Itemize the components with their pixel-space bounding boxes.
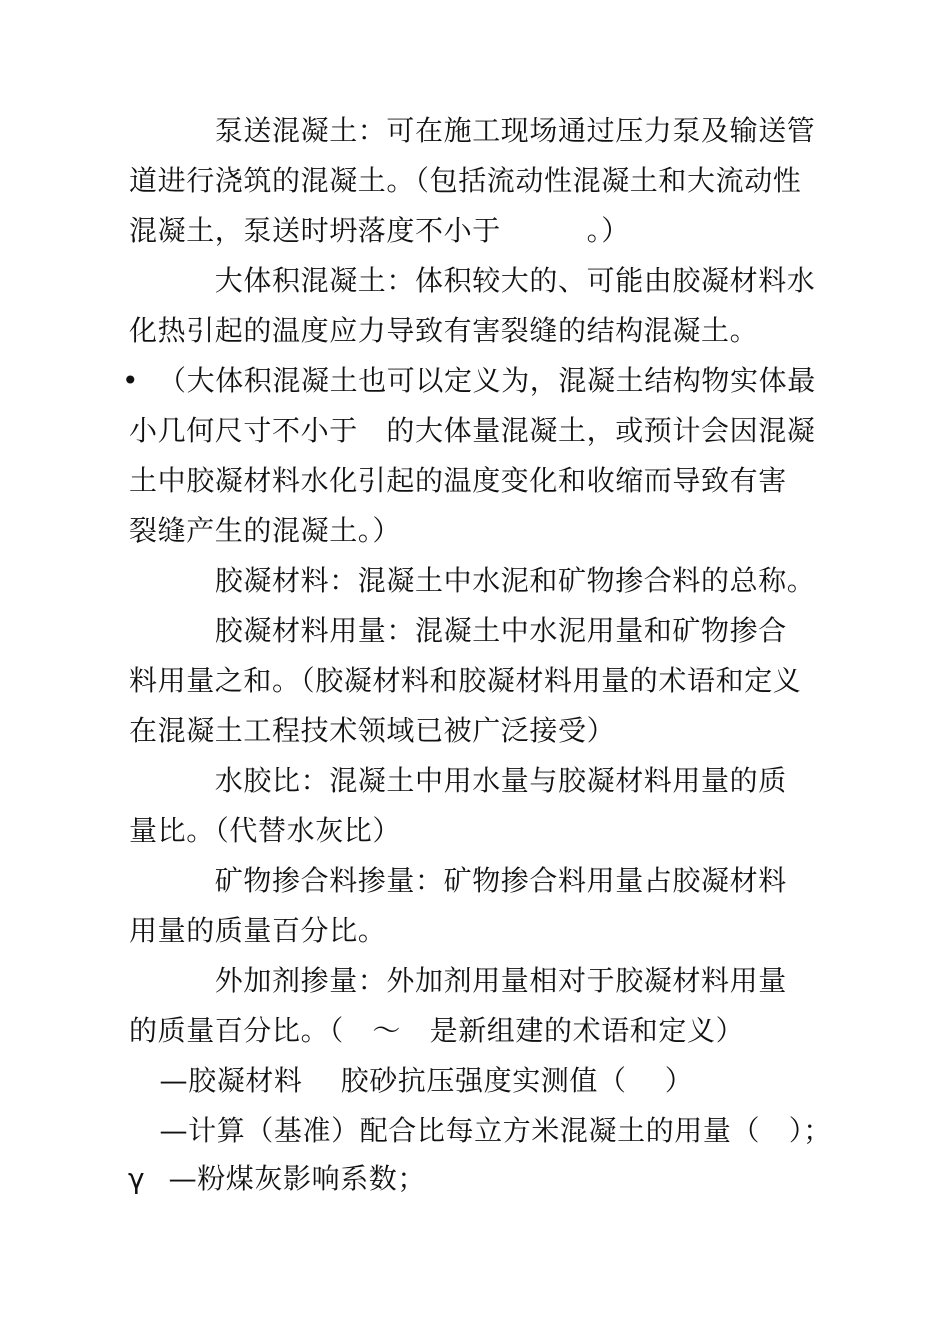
gamma-symbol: γ	[128, 1162, 145, 1195]
text-line-20: —胶凝材料 胶砂抗压强度实测值（ ）	[150, 1064, 694, 1097]
text-line-5: 化热引起的温度应力导致有害裂缝的结构混凝土。	[129, 314, 759, 347]
text-line-10: 胶凝材料：混凝土中水泥和矿物掺合料的总称。	[129, 564, 816, 597]
text-line-12: 料用量之和。（胶凝材料和胶凝材料用量的术语和定义	[129, 664, 802, 697]
text-line-14: 水胶比：混凝土中用水量与胶凝材料用量的质	[129, 764, 787, 797]
text-line-15: 量比。（代替水灰比）	[129, 814, 402, 847]
text-line-2: 道进行浇筑的混凝土。（包括流动性混凝土和大流动性	[129, 164, 802, 197]
text-line-9: 裂缝产生的混凝土。）	[129, 514, 402, 547]
text-line-16: 矿物掺合料掺量：矿物掺合料用量占胶凝材料	[129, 864, 787, 897]
text-line-7: 小几何尺寸不小于 的大体量混凝土，或预计会因混凝	[129, 414, 816, 447]
text-line-8: 土中胶凝材料水化引起的温度变化和收缩而导致有害	[129, 464, 787, 497]
bullet-icon: •	[122, 364, 139, 397]
text-line-13: 在混凝土工程技术领域已被广泛接受）	[129, 714, 616, 747]
text-line-11: 胶凝材料用量：混凝土中水泥用量和矿物掺合	[129, 614, 787, 647]
text-line-6: （大体积混凝土也可以定义为，混凝土结构物实体最	[158, 364, 816, 397]
text-line-22: —粉煤灰影响系数；	[140, 1162, 427, 1195]
text-line-19: 的质量百分比。（ ～ 是新组建的术语和定义）	[129, 1014, 745, 1047]
text-line-1: 泵送混凝土：可在施工现场通过压力泵及输送管	[129, 114, 816, 147]
text-line-17: 用量的质量百分比。	[129, 914, 387, 947]
text-line-4: 大体积混凝土：体积较大的、可能由胶凝材料水	[129, 264, 816, 297]
text-line-21: —计算（基准）配合比每立方米混凝土的用量（ ）；	[150, 1114, 832, 1147]
text-line-18: 外加剂掺量：外加剂用量相对于胶凝材料用量	[129, 964, 787, 997]
text-line-3: 混凝土，泵送时坍落度不小于 。）	[129, 214, 630, 247]
